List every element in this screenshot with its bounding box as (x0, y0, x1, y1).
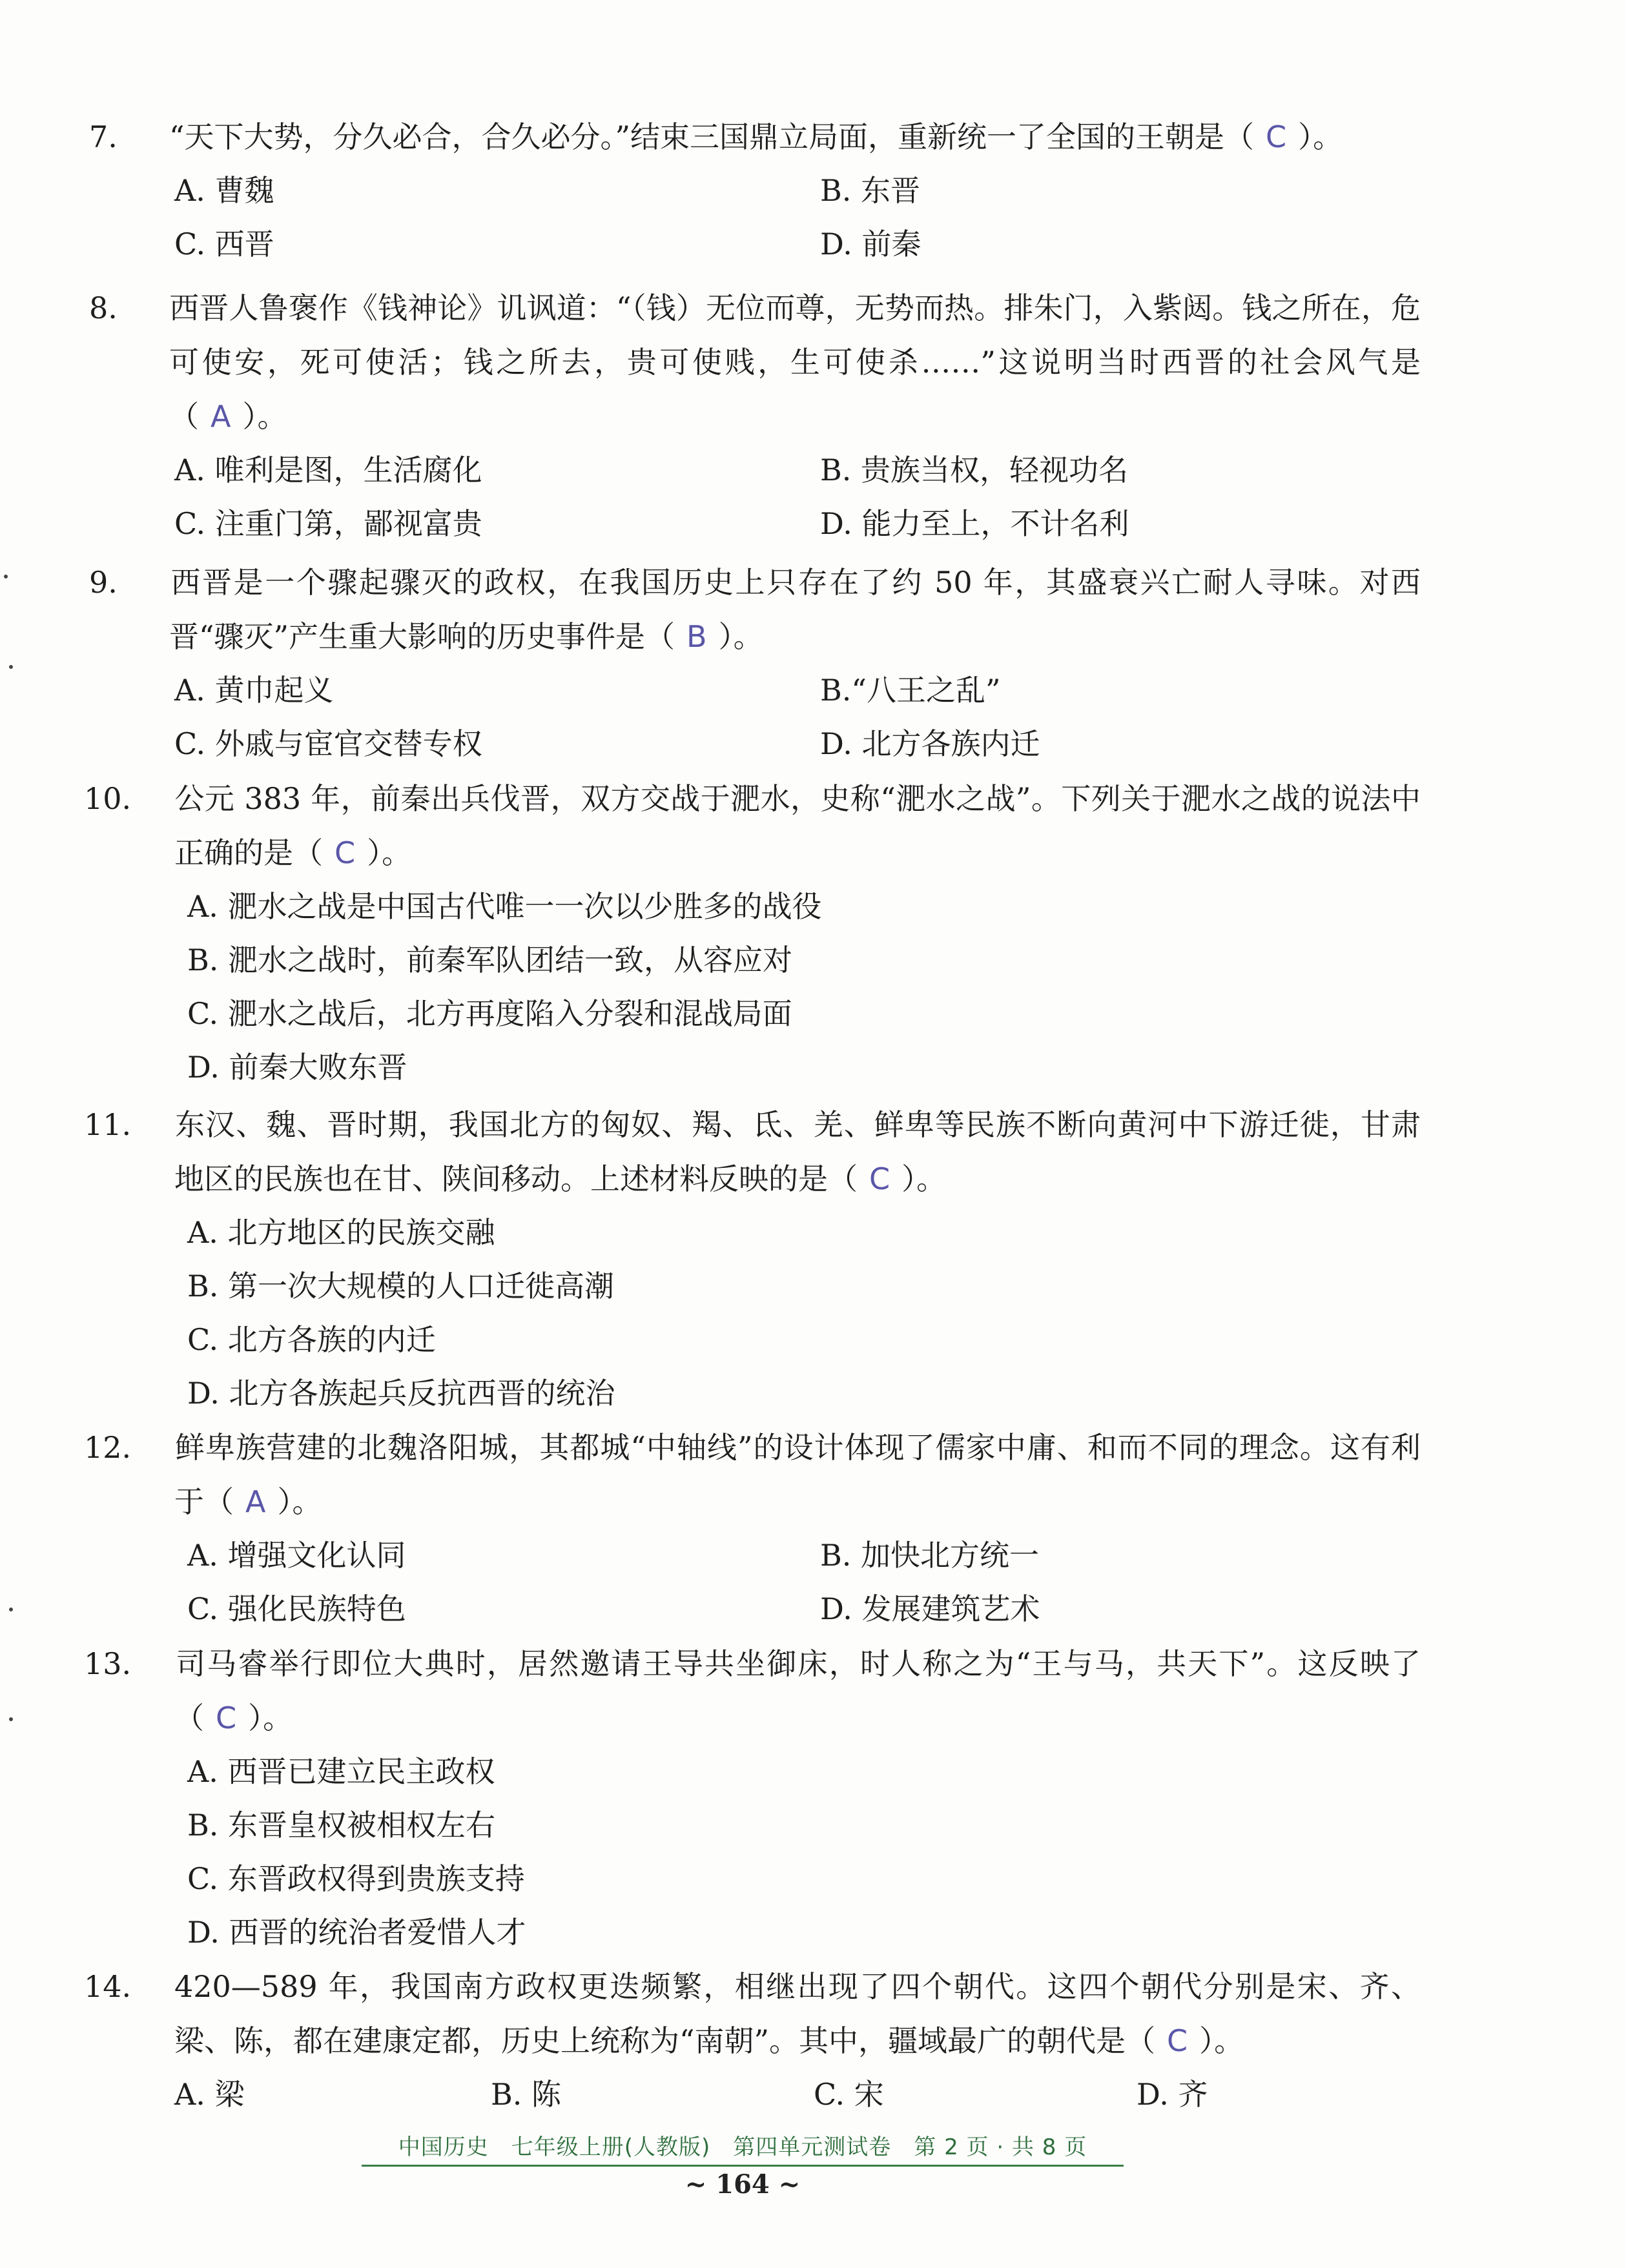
options-grid (129, 664, 1421, 771)
option-a: A. 北方地区的民族交融 (187, 1215, 495, 1250)
stem-text-end: ）。 (1199, 2023, 1244, 2058)
question-number: 10. (84, 781, 132, 816)
question-number: 12. (84, 1430, 132, 1465)
options-list (129, 1206, 1421, 1420)
question-stem (84, 1420, 1421, 1529)
question-number: 9. (89, 565, 118, 600)
option-d: D. 发展建筑艺术 (820, 1591, 1040, 1626)
option-b: B. 贵族当权，轻视功名 (820, 453, 1129, 487)
question-9 (89, 555, 1421, 771)
option-c: C. 外戚与宦官交替专权 (174, 726, 482, 761)
stem-text-end: ）。 (277, 1484, 322, 1519)
question-11 (84, 1098, 1421, 1420)
stem-text-end: ）。 (242, 399, 287, 434)
option-a: A. 淝水之战是中国古代唯一一次以少胜多的战役 (187, 889, 822, 924)
options-grid (129, 1529, 1421, 1636)
option-c: C. 北方各族的内迁 (187, 1322, 436, 1357)
question-10 (84, 771, 1421, 1094)
option-c: C. 淝水之战后，北方再度陷入分裂和混战局面 (187, 996, 792, 1031)
answer-mark: C (334, 835, 356, 870)
answer-mark: C (1167, 2023, 1188, 2058)
option-b: B. 淝水之战时，前秦军队团结一致，从容应对 (187, 943, 793, 977)
question-number: 14. (84, 1969, 132, 2004)
question-number: 7. (89, 119, 118, 154)
option-d: D. 西晋的统治者爱惜人才 (187, 1915, 526, 1950)
answer-mark: C (216, 1701, 237, 1735)
option-d: D. 前秦大败东晋 (187, 1050, 407, 1085)
option-b: B. 第一次大规模的人口迁徙高潮 (187, 1269, 615, 1303)
options-row (129, 2068, 1421, 2121)
answer-mark: A (245, 1484, 266, 1519)
stem-text: 鲜卑族营建的北魏洛阳城，其都城“中轴线”的设计体现了儒家中庸、和而不同的理念。这有利于（ (174, 1430, 1421, 1519)
stem-text: “天下大势，分久必合，合久必分。”结束三国鼎立局面，重新统一了全国的王朝是（ (169, 119, 1255, 154)
stem-text: 420—589 年，我国南方政权更迭频繁，相继出现了四个朝代。这四个朝代分别是宋、齐、梁、陈，都在建康定都，历史上统称为“南朝”。其中，疆域最广的朝代是（ (174, 1969, 1421, 2058)
option-d: D. 前秦 (820, 227, 921, 261)
question-8 (89, 281, 1421, 551)
option-a: A. 曹魏 (174, 173, 274, 208)
option-d: D. 北方各族内迁 (820, 726, 1040, 761)
question-stem (89, 110, 1421, 164)
option-c: C. 西晋 (174, 227, 274, 261)
question-stem (89, 281, 1421, 444)
scan-speck (9, 1717, 13, 1721)
scan-speck (9, 1608, 13, 1611)
stem-text-end: ）。 (901, 1161, 947, 1196)
scan-speck (4, 575, 8, 578)
stem-text-end: ）。 (367, 835, 412, 870)
option-d: D. 北方各族起兵反抗西晋的统治 (187, 1376, 615, 1411)
stem-text-end: ）。 (248, 1701, 293, 1735)
option-b: B.“八王之乱” (820, 673, 1001, 708)
question-number: 13. (84, 1646, 132, 1681)
options-list (129, 1745, 1421, 1959)
options-grid (129, 164, 1421, 271)
page-number: ~ 164 ~ (684, 2169, 801, 2200)
answer-mark: B (686, 619, 707, 654)
option-b: B. 陈 (491, 2077, 562, 2112)
option-b: B. 东晋皇权被相权左右 (187, 1808, 496, 1843)
options-list (129, 880, 1421, 1094)
scan-speck (9, 665, 13, 669)
option-a: A. 黄巾起义 (174, 673, 334, 708)
option-d: D. 能力至上，不计名利 (820, 506, 1129, 541)
option-c: C. 强化民族特色 (187, 1591, 406, 1626)
question-number: 8. (89, 291, 118, 325)
stem-text: 东汉、魏、晋时期，我国北方的匈奴、羯、氐、羌、鲜卑等民族不断向黄河中下游迁徙，甘肃地区的民族也在甘、陕间移动。上述材料反映的是（ (174, 1107, 1421, 1196)
stem-text: 司马睿举行即位大典时，居然邀请王导共坐御床，时人称之为“王与马，共天下”。这反映了（ (174, 1646, 1421, 1735)
option-d: D. 齐 (1137, 2077, 1208, 2112)
question-stem (84, 1098, 1421, 1206)
question-14 (84, 1959, 1421, 2121)
option-c: C. 注重门第，鄙视富贵 (174, 506, 482, 541)
question-stem (84, 771, 1421, 880)
stem-text-end: ）。 (718, 619, 763, 654)
options-grid (129, 444, 1421, 551)
stem-text-end: ）。 (1298, 119, 1343, 154)
question-stem (89, 555, 1421, 664)
answer-mark: A (211, 399, 231, 434)
option-a: A. 唯利是图，生活腐化 (174, 453, 482, 487)
option-c: C. 东晋政权得到贵族支持 (187, 1861, 525, 1896)
answer-mark: C (1266, 119, 1287, 154)
question-7 (89, 110, 1421, 271)
question-13 (84, 1637, 1421, 1959)
question-12 (84, 1420, 1421, 1636)
option-a: A. 增强文化认同 (187, 1538, 406, 1573)
option-b: B. 加快北方统一 (820, 1538, 1040, 1573)
option-c: C. 宋 (814, 2077, 884, 2112)
stem-text: 公元 383 年，前秦出兵伐晋，双方交战于淝水，史称“淝水之战”。下列关于淝水之战的说法中正确的是（ (174, 781, 1421, 870)
answer-mark: C (869, 1161, 890, 1196)
stem-text: 西晋是一个骤起骤灭的政权，在我国历史上只存在了约 50 年，其盛衰兴亡耐人寻味。对西晋“骤灭”产生重大影响的历史事件是（ (169, 565, 1421, 654)
question-stem (84, 1637, 1421, 1745)
option-a: A. 西晋已建立民主政权 (187, 1754, 495, 1789)
question-stem (84, 1959, 1421, 2068)
footer-title: 中国历史 七年级上册(人教版) 第四单元测试卷 第 2 页 · 共 8 页 (362, 2129, 1124, 2167)
option-b: B. 东晋 (820, 173, 921, 208)
option-a: A. 梁 (174, 2077, 245, 2112)
question-number: 11. (84, 1107, 132, 1142)
stem-text: 西晋人鲁褒作《钱神论》讥讽道：“（钱）无位而尊，无势而热。排朱门，入紫闼。钱之所在，危可使安，死可使活；钱之所去，贵可使贱，生可使杀……”这说明当时西晋的社会风气是（ (169, 291, 1421, 434)
